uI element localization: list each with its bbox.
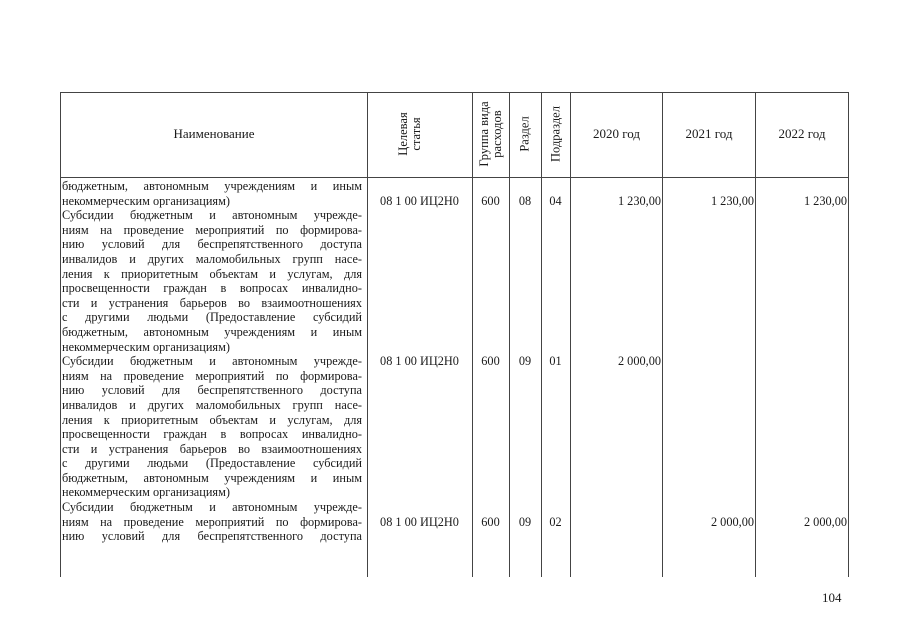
name-line: Субсидии бюджетным и автономным учрежде- [62, 208, 362, 223]
name-line: сти и устранения барьеров во взаимоотношениях [62, 441, 362, 456]
name-column-text [62, 179, 362, 544]
name-line: бюджетным, автономным учреждениям и иным [62, 324, 362, 339]
name-line: некоммерческим организациям) [62, 485, 230, 500]
name-line: бюджетным, автономным учреждениям и иным [62, 179, 362, 193]
row1-target: 08 1 00 ИЦ2Н0 [380, 194, 459, 208]
row1-section: 08 [518, 194, 532, 208]
header-2022: 2022 год [778, 126, 826, 141]
row2-target: 08 1 00 ИЦ2Н0 [380, 354, 459, 368]
header-expense-group: Группа вида расходов [477, 101, 504, 167]
name-line: некоммерческим организациям) [62, 193, 230, 208]
row1-group: 600 [481, 194, 500, 208]
name-line: нию условий для беспрепятственного доступа [62, 383, 362, 398]
name-line: бюджетным, автономным учреждениям и иным [62, 470, 362, 485]
row2-group: 600 [481, 354, 500, 368]
name-line: просвещенности граждан в вопросах инвалидно- [62, 427, 362, 442]
header-target-article: Целевая статья [396, 112, 423, 156]
row2-section: 09 [518, 354, 532, 368]
header-subsection: Подраздел [548, 106, 563, 162]
name-line: нию условий для беспрепятственного доступа [62, 529, 362, 544]
row1-2021: 1 230,00 [710, 194, 754, 208]
header-section: Раздел [517, 116, 532, 152]
name-line: сти и устранения барьеров во взаимоотношениях [62, 295, 362, 310]
name-line: нию условий для беспрепятственного доступа [62, 237, 362, 252]
col-border [509, 92, 510, 577]
name-line: просвещенности граждан в вопросах инвалидно- [62, 281, 362, 296]
name-line: инвалидов и других маломобильных групп насе- [62, 251, 362, 266]
row3-section: 09 [518, 515, 532, 529]
row3-group: 600 [481, 515, 500, 529]
name-line: инвалидов и других маломобильных групп насе- [62, 397, 362, 412]
row3-target: 08 1 00 ИЦ2Н0 [380, 515, 459, 529]
col-border [848, 92, 849, 577]
header-2021: 2021 год [685, 126, 733, 141]
name-line: с другими людьми (Предоставление субсидий [62, 310, 362, 325]
row3-subsection: 02 [549, 515, 562, 529]
name-line: ления к приоритетным объектам и услугам, для [62, 266, 362, 281]
row3-2021: 2 000,00 [710, 515, 754, 529]
name-line: ниям на проведение мероприятий по формирова- [62, 368, 362, 383]
name-line: некоммерческим организациям) [62, 339, 230, 354]
header-name: Наименование [173, 126, 255, 141]
name-line: ниям на проведение мероприятий по формирова- [62, 514, 362, 529]
col-border [541, 92, 542, 577]
row1-subsection: 04 [549, 194, 562, 208]
name-line: ниям на проведение мероприятий по формирова- [62, 222, 362, 237]
col-border [472, 92, 473, 577]
row1-2022: 1 230,00 [803, 194, 847, 208]
name-line: ления к приоритетным объектам и услугам, для [62, 412, 362, 427]
row2-2020: 2 000,00 [617, 354, 661, 368]
header-2020: 2020 год [593, 126, 640, 141]
header-bottom-border [60, 177, 849, 178]
name-line: Субсидии бюджетным и автономным учрежде- [62, 354, 362, 369]
row2-subsection: 01 [549, 354, 562, 368]
row3-2022: 2 000,00 [803, 515, 847, 529]
row1-2020: 1 230,00 [617, 194, 661, 208]
name-line: с другими людьми (Предоставление субсидий [62, 456, 362, 471]
page-number: 104 [822, 590, 842, 605]
col-border [367, 92, 368, 577]
name-line: Субсидии бюджетным и автономным учрежде- [62, 500, 362, 515]
